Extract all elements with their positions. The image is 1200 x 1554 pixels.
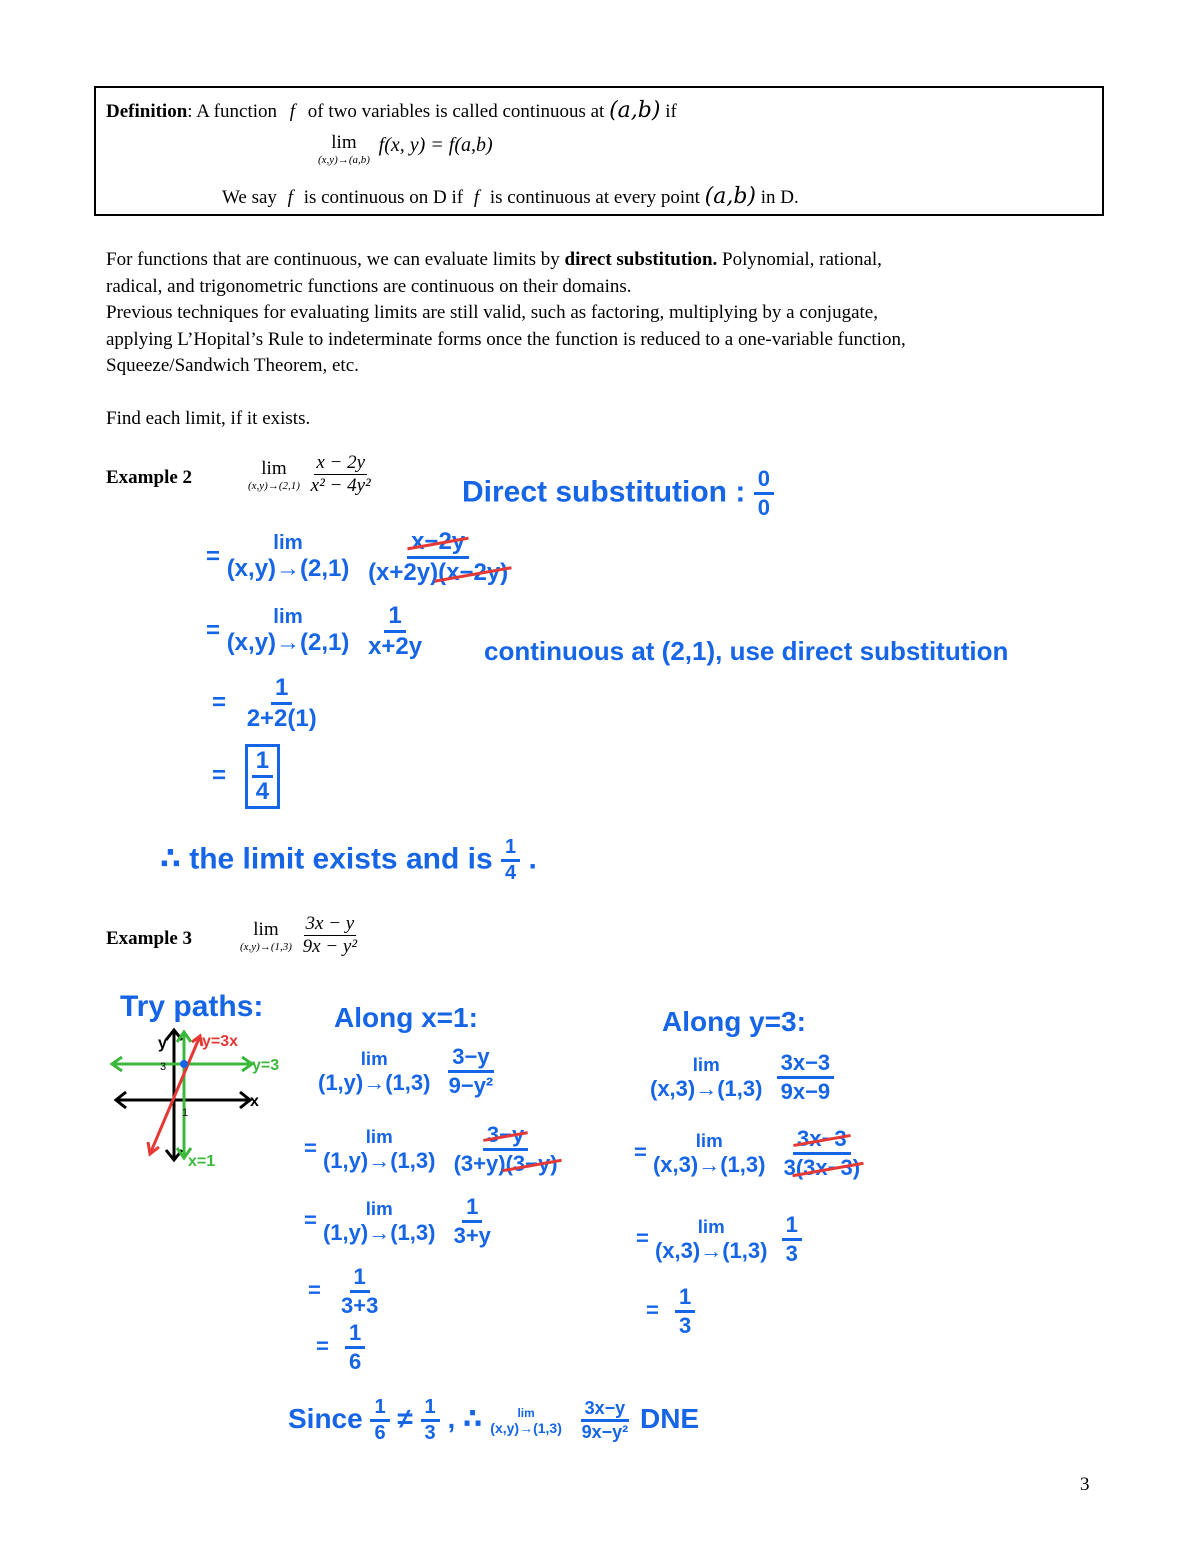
svg-text:x=1: x=1 xyxy=(188,1153,216,1170)
hw-ax-step1: lim (1,y)→(1,3) $\frac{3-y}{\text{9−y²}}$ xyxy=(318,1044,494,1098)
svg-text:3: 3 xyxy=(160,1061,167,1073)
example-3-limit: lim (x,y)→(1,3) $\frac{3x - y}{\text{9x − y²}}$ xyxy=(240,913,358,957)
svg-text:1: 1 xyxy=(182,1107,189,1119)
hw-along-x1: Along x=1: xyxy=(334,1002,478,1033)
hw-ex2-step1: = lim (x,y)→(2,1) $\frac{x-2y}{(x+2y)(x-2y)}$ xyxy=(206,528,509,586)
page-number: 3 xyxy=(1080,1474,1090,1495)
hw-ex2-step2: = lim (x,y)→(2,1) $\frac{1}{x+2y}$ xyxy=(206,602,423,660)
definition-line-1: Definition: A function f of two variables is called continuous at (a,b) if xyxy=(106,98,677,123)
paragraph-line-1: For functions that are continuous, we can evaluate limits by direct substitution. Polynomial, rational, xyxy=(106,249,882,270)
paragraph-line-5: Squeeze/Sandwich Theorem, etc. xyxy=(106,355,359,376)
hw-ay-step3: = lim (x,3)→(1,3) $\frac{1}{3}$ xyxy=(636,1212,802,1267)
hw-ax-step5: = $\frac{1}{6}$ xyxy=(316,1320,365,1375)
boxed-answer: $\frac{1}{4}$ xyxy=(245,744,280,809)
paths-graph xyxy=(104,1020,294,1170)
hw-along-y3: Along y=3: xyxy=(662,1006,806,1037)
paragraph-line-4: applying L’Hopital’s Rule to indeterminate forms once the function is reduced to a one-variable function, xyxy=(106,329,906,350)
instruction: Find each limit, if it exists. xyxy=(106,408,311,429)
definition-label: Definition xyxy=(106,101,188,122)
svg-text:x: x xyxy=(250,1093,259,1110)
hw-ay-step4: = $\frac{1}{3}$ xyxy=(646,1284,695,1339)
example-2-label: Example 2 xyxy=(106,467,193,488)
example-3-label: Example 3 xyxy=(106,928,193,949)
hw-try-paths: Try paths: xyxy=(120,990,264,1023)
hw-ex2-conclusion: ∴ the limit exists and is $\frac{1}{4}$ . xyxy=(160,836,537,884)
hw-ex2-step3: = $\frac{1}{2+2(1)}$ xyxy=(212,674,317,732)
hw-ax-step2: = lim (1,y)→(1,3) $\frac{3-y}{(3+y)(3-y)}$ xyxy=(304,1122,558,1176)
point-1-3 xyxy=(180,1060,188,1068)
svg-text:y: y xyxy=(158,1035,167,1052)
hw-ax-step3: = lim (1,y)→(1,3) $\frac{1}{3+y}$ xyxy=(304,1194,491,1248)
definition-line-3: We say f is continuous on D if f is continuous at every point (a,b) in D. xyxy=(222,184,799,209)
paragraph-line-3: Previous techniques for evaluating limits are still valid, such as factoring, multiplying by a conjugate, xyxy=(106,302,878,323)
definition-limit: lim (x,y)→(a,b) f(x, y) = f(a,b) xyxy=(318,132,493,166)
hw-ex3-conclusion: Since $\frac{1}{6}$ ≠ $\frac{1}{3}$ , ∴ lim (x,y)→(1,3) $\frac{3x-y}{\text{9x−y²}}$ DNE xyxy=(288,1396,700,1444)
example-2-limit: lim (x,y)→(2,1) $\frac{x - 2y}{\text{x² − 4y²}}$ xyxy=(248,452,371,496)
svg-text:y=3: y=3 xyxy=(252,1057,280,1074)
paragraph-line-2: radical, and trigonometric functions are continuous on their domains. xyxy=(106,276,632,297)
svg-text:y=3x: y=3x xyxy=(202,1033,239,1050)
hw-ax-step4: = $\frac{1}{3+3}$ xyxy=(308,1264,379,1318)
hw-ex2-answer: = $\frac{1}{4}$ xyxy=(212,744,280,809)
hw-direct-substitution: Direct substitution : $\frac{0}{0}$ xyxy=(462,466,774,521)
hw-ay-step2: = lim (x,3)→(1,3) $\frac{3x-3}{3(3x-3)}$ xyxy=(634,1126,861,1180)
hw-ay-step1: lim (x,3)→(1,3) $\frac{3x-3}{9x-9}$ xyxy=(650,1050,834,1105)
hw-continuous-note: continuous at (2,1), use direct substitution xyxy=(484,636,1009,666)
